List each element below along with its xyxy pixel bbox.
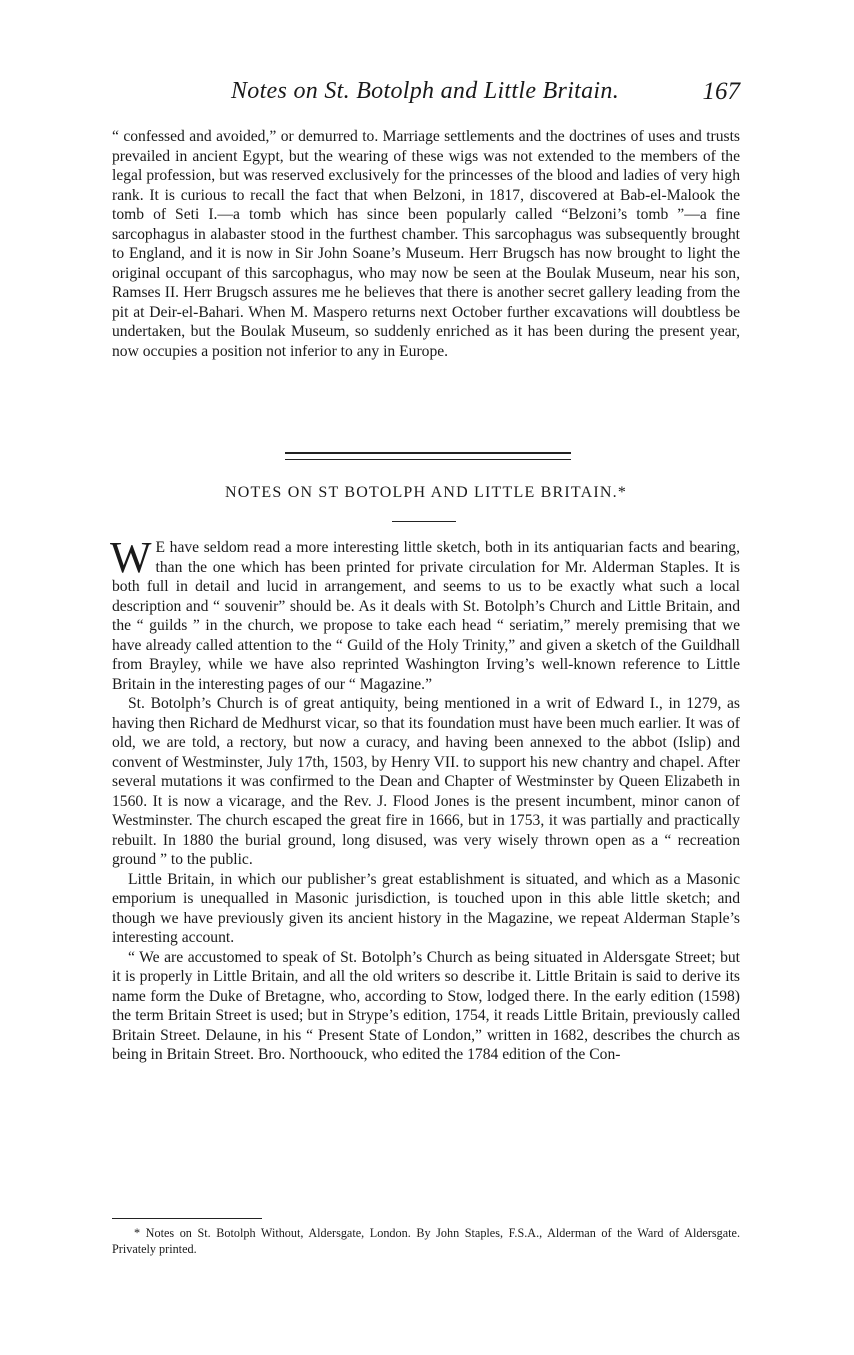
- article-paragraph-3: Little Britain, in which our publisher’s great establishment is situated, and which as a Masonic emporium is unequalled in Masonic jurisdiction, is touched upon in this able little sketch; and though we have previously given its ancient history in the Magazine, we repeat Alderman Staple’s interesting account.: [112, 870, 740, 946]
- article-title: NOTES ON ST BOTOLPH AND LITTLE BRITAIN.*: [224, 484, 628, 501]
- article-body: [110, 533, 740, 1065]
- paragraph-text: E have seldom read a more interesting little sketch, both in its antiquarian facts and bearing, than the one which has been printed for private circulation for Mr. Alderman Staples. It is both full in detail and lucid in arrangement, and seems to us to be exactly what such a local description and “ souvenir” should be. As it deals with St. Botolph’s Church and Little Britain, and the “ guilds ” in the church, we propose to take each head “ seriatim,” merely premising that we have already called attention to the “ Guild of the Holy Trinity,” and given a sketch of the Guildhall from Brayley, while we have also reprinted Washington Irving’s well-known reference to Little Britain in the interesting pages of our “ Magazine.”: [112, 539, 740, 693]
- drop-cap: W: [110, 533, 152, 582]
- article-paragraph-2: St. Botolph’s Church is of great antiquity, being mentioned in a writ of Edward I., in 1279, as having then Richard de Medhurst vicar, so that its foundation must have been much earlier. It was of old, we are told, a rectory, but now a curacy, and having been annexed to the abbot (Islip) and convent of Westminster, July 17th, 1503, by Henry VII. to support his new chantry and chapel. After several mutations it was confirmed to the Dean and Chapter of Westminster by Queen Elizabeth in 1560. It is now a vicarage, and the Rev. J. Flood Jones is the present incumbent, minor canon of Westminster. The church escaped the great fire in 1666, but in 1753, it was partially and practically rebuilt. In 1880 the burial ground, long disused, was very wisely thrown open as a “ recreation ground ” to the public.: [112, 695, 740, 868]
- title-short-rule: [392, 521, 456, 522]
- section-divider-double-rule: [285, 452, 571, 460]
- running-title: Notes on St. Botolph and Little Britain.: [230, 78, 619, 104]
- intro-paragraph: “ confessed and avoided,” or demurred to. Marriage settlements and the doctrines of uses and trusts prevailed in ancient Egypt, but the wearing of these wigs was not extended to the members of the legal profession, but was reserved exclusively for the princesses of the blood and ladies of very high rank. It is curious to recall the fact that when Belzoni, in 1817, discovered at Bab-el-Malook the tomb of Seti I.—a tomb which has since been popularly called “Belzoni’s tomb ”—a fine sarcophagus in alabaster stood in the furthest chamber. This sarcophagus was subsequently brought to England, and it is now in Sir John Soane’s Museum. Herr Brugsch has now brought to light the original occupant of this sarcophagus, who may now be seen at the Boulak Museum, near his son, Ramses II. Herr Brugsch assures me he believes that there is another secret gallery leading from the pit at Deir-el-Bahari. When M. Maspero returns next October further excavations will doubtless be undertaken, but the Boulak Museum, so suddenly enriched as it has been during the present year, now occupies a position not inferior to any in Europe.: [112, 128, 740, 360]
- article-paragraph-1: [110, 533, 740, 694]
- footnote: * Notes on St. Botolph Without, Aldersgate, London. By John Staples, F.S.A., Alderman of the Ward of Aldersgate. Privately printed.: [112, 1226, 740, 1256]
- running-head: [110, 78, 740, 114]
- footnote-rule: [112, 1218, 262, 1219]
- article-paragraph-4: “ We are accustomed to speak of St. Botolph’s Church as being situated in Aldersgate Street; but it is properly in Little Britain, and all the old writers so describe it. Little Britain is said to derive its name form the Duke of Bretagne, who, according to Stow, lodged there. In the early edition (1598) the term Britain Street is used; but in Strype’s edition, 1754, it reads Little Britain, previously called Britain Street. Delaune, in his “ Present State of London,” written in 1682, describes the church as being in Britain Street. Bro. Northoouck, who edited the 1784 edition of the Con-: [112, 948, 740, 1063]
- page-number: 167: [702, 78, 740, 105]
